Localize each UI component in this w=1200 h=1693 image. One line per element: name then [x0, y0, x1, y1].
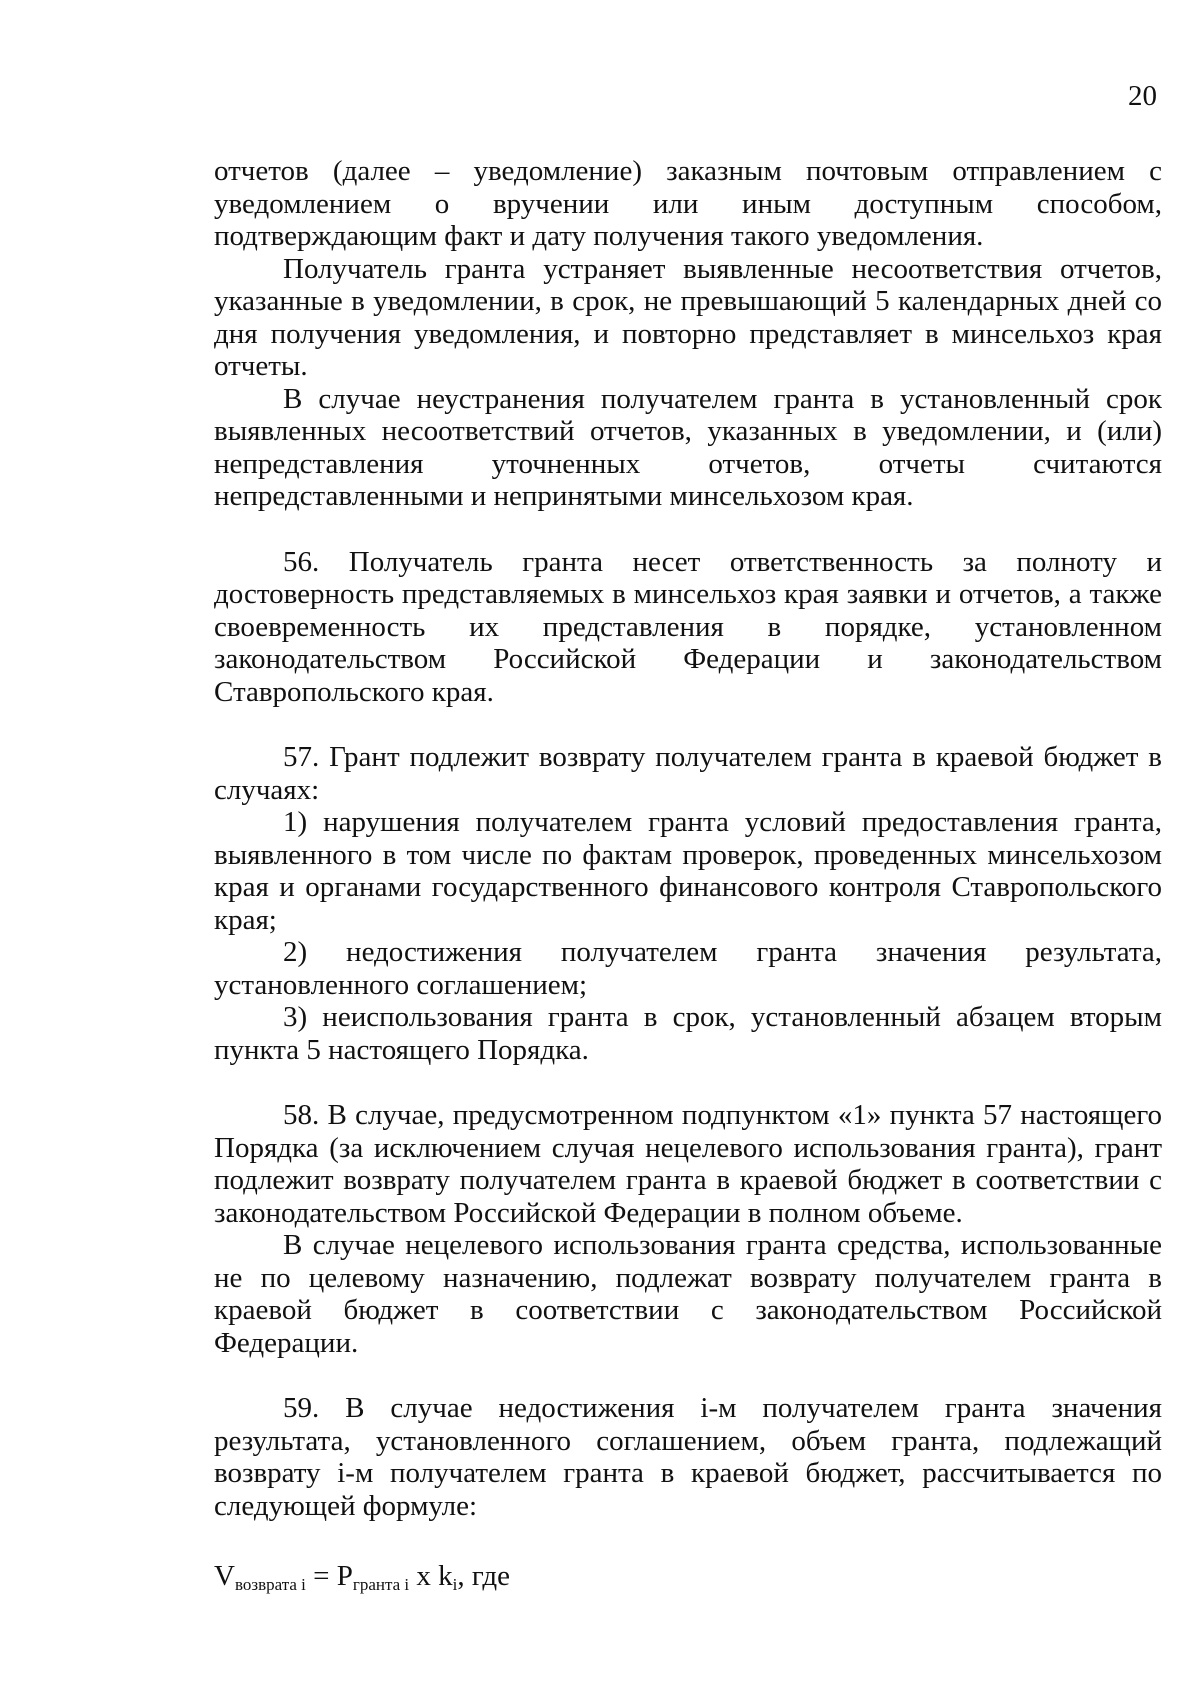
paragraph-57-item-1: 1) нарушения получателем гранта условий предоставления гранта, выявленного в том числе по фактам проверок, проведенных минсельхозом края и органами государственного финансового контроля Ставропольского края; — [214, 806, 1162, 936]
formula-multiply-k: x k — [409, 1560, 453, 1592]
paragraph-59: 59. В случае недостижения i-м получателем гранта значения результата, установленного соглашением, объем гранта, подлежащий возврату i-м получателем гранта в краевой бюджет, рассчитывается по следующей формуле: — [214, 1392, 1162, 1522]
formula-p-subscript: гранта i — [352, 1575, 410, 1594]
paragraph-notification-continuation: отчетов (далее – уведомление) заказным почтовым отправлением с уведомлением о вручении или иным доступным способом, подтверждающим факт и дату получения такого уведомления. — [214, 155, 1162, 252]
paragraph-56: 56. Получатель гранта несет ответственность за полноту и достоверность представляемых в минсельхоз края заявки и отчетов, а также своевременность их представления в порядке, установленном законодательством Российской Федерации и законодательством Ставропольского края. — [214, 545, 1162, 708]
paragraph-57-item-2: 2) недостижения получателем гранта значения результата, установленного соглашением; — [214, 936, 1162, 1001]
paragraph-non-elimination: В случае неустранения получателем гранта в установленный срок выявленных несоответствий отчетов, указанных в уведомлении, и (или) непредставления уточненных отчетов, отчеты считаются непредставленными и непринятыми минсельхозом края. — [214, 382, 1162, 512]
paragraph-58-misuse: В случае нецелевого использования гранта средства, использованные не по целевому назначению, подлежат возврату получателем гранта в краевой бюджет в соответствии с законодательством Российской Федерации. — [214, 1229, 1162, 1359]
paragraph-57-item-3: 3) неиспользования гранта в срок, установленный абзацем вторым пункта 5 настоящего Порядка. — [214, 1001, 1162, 1066]
formula-equals: = — [305, 1560, 337, 1592]
page-number: 20 — [1128, 80, 1157, 112]
formula-tail: , где — [457, 1560, 510, 1592]
formula-k-subscript: i — [452, 1575, 458, 1594]
formula-v-subscript: возврата i — [234, 1575, 306, 1594]
formula-p: P — [336, 1560, 353, 1592]
paragraph-eliminate-discrepancies: Получатель гранта устраняет выявленные несоответствия отчетов, указанные в уведомлении, в срок, не превышающий 5 календарных дней со дня получения уведомления, и повторно представляет в минсельхоз края отчеты. — [214, 252, 1162, 382]
document-body — [214, 155, 1162, 1593]
paragraph-58: 58. В случае, предусмотренном подпунктом «1» пункта 57 настоящего Порядка (за исключением случая нецелевого использования гранта), грант подлежит возврату получателем гранта в краевой бюджет в соответствии с законодательством Российской Федерации в полном объеме. — [214, 1099, 1162, 1229]
formula-v: V — [214, 1560, 235, 1592]
paragraph-57: 57. Грант подлежит возврату получателем гранта в краевой бюджет в случаях: — [214, 741, 1162, 806]
refund-formula — [214, 1560, 1162, 1593]
